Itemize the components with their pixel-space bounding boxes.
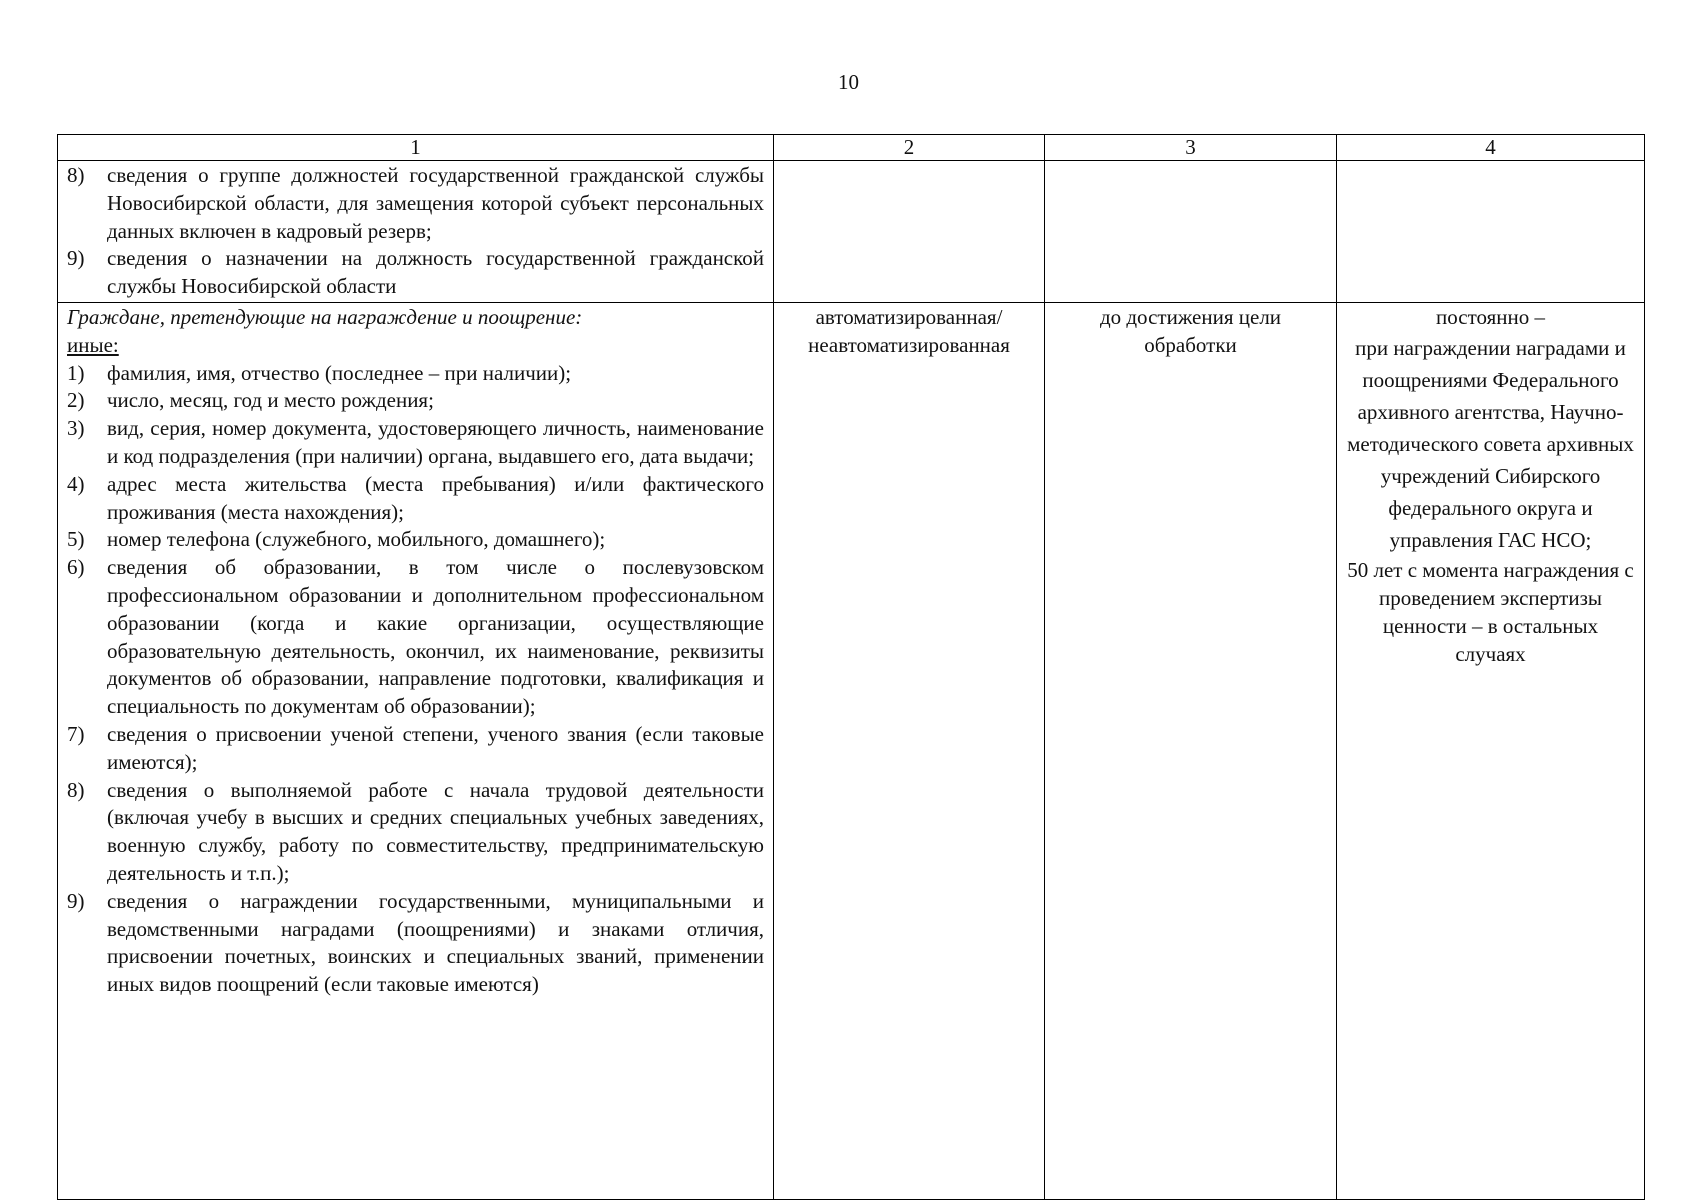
row2-data-list-cell (58, 302, 774, 1199)
item-number: 4) (67, 471, 85, 496)
table-row (58, 302, 1645, 1199)
row1-processing-term-cell (1045, 161, 1337, 303)
data-table (57, 134, 1645, 1200)
processing-term: до достижения цели обработки (1099, 304, 1282, 357)
item-text: фамилия, имя, отчество (последнее – при наличии); (107, 360, 572, 385)
list-item (67, 415, 764, 471)
storage-period-line-a: постоянно – (1436, 304, 1545, 329)
list-item (67, 360, 764, 388)
item-number: 2) (67, 388, 85, 413)
list-item (67, 721, 764, 777)
item-number: 9) (67, 888, 85, 913)
subject-category-title: Граждане, претендующие на награждение и поощрение: (67, 304, 583, 329)
item-text: сведения о награждении государственными, муниципальными и ведомственными наградами (поощрениями) и знаками отличия, присвоении почетных, воинских и специальных званий, применении иных видов поощрений (если таковые имеются) (107, 888, 764, 997)
processing-term-cell (1045, 302, 1337, 1199)
item-text: адрес места жительства (места пребывания) и/или фактического проживания (места нахождения); (107, 471, 764, 524)
item-text: сведения о назначении на должность государственной гражданской службы Новосибирской области (107, 246, 764, 299)
storage-period-paragraph-1: при награждении наградами и поощрениями Федерального архивного агентства, Научно-методического совета архивных учреждений Сибирского федерального округа и управления ГАС НСО; (1347, 335, 1634, 552)
header-col-2: 2 (774, 135, 1045, 161)
item-text: сведения об образовании, в том числе о послевузовском профессиональном образовании и дополнительном профессиональном образовании (когда и какие организации, осуществляющие образовательную деятельность, окончил, их наименование, реквизиты документов об образовании, направление подготовки, квалификация и специальность по документам об образовании); (107, 555, 764, 719)
item-text: вид, серия, номер документа, удостоверяющего личность, наименование и код подразделения (при наличии) органа, выдавшего его, дата выдачи; (107, 416, 764, 468)
list-item (67, 471, 764, 527)
item-number: 3) (67, 416, 85, 441)
table-header-row (58, 135, 1645, 161)
header-col-4: 4 (1337, 135, 1645, 161)
item-number: 5) (67, 527, 85, 552)
row1-processing-method-cell (774, 161, 1045, 303)
item-text: сведения о присвоении ученой степени, ученого звания (если таковые имеются); (107, 721, 764, 774)
table-row (58, 161, 1645, 303)
list-item (67, 526, 764, 554)
item-number: 6) (67, 555, 85, 580)
row1-data-list-cell (58, 161, 774, 303)
list-item (67, 387, 764, 415)
item-text: номер телефона (служебного, мобильного, домашнего); (107, 527, 606, 552)
list-item (67, 554, 764, 721)
item-number: 8) (67, 163, 85, 187)
item-text: сведения о выполняемой работе с начала трудовой деятельности (включая учебу в высших и средних специальных учебных заведениях, военную службу, работу по совместительству, предпринимательскую деятельность и т.п.); (107, 777, 764, 885)
list-item (67, 888, 764, 999)
item-number: 9) (67, 246, 85, 271)
subject-subcategory: иные: (67, 332, 119, 357)
list-item (67, 162, 764, 245)
storage-period-cell (1337, 302, 1645, 1199)
header-col-1: 1 (58, 135, 774, 161)
item-number: 1) (67, 360, 85, 385)
list-item (67, 245, 764, 301)
item-number: 7) (67, 721, 85, 746)
page-number: 10 (838, 70, 859, 94)
item-text: число, месяц, год и место рождения; (107, 388, 434, 413)
processing-method-cell (774, 302, 1045, 1199)
data-items-list (67, 162, 764, 301)
header-col-3: 3 (1045, 135, 1337, 161)
list-item (67, 777, 764, 888)
item-text: сведения о группе должностей государственной гражданской службы Новосибирской области, для замещения которой субъект персональных данных включен в кадровый резерв; (107, 163, 764, 243)
processing-method: автоматизированная/ неавтоматизированная (808, 304, 1010, 357)
item-number: 8) (67, 777, 85, 802)
row1-storage-period-cell (1337, 161, 1645, 303)
data-items-list (67, 360, 764, 999)
storage-period-paragraph-2: 50 лет с момента награждения с проведением экспертизы ценности – в остальных случаях (1347, 557, 1634, 666)
